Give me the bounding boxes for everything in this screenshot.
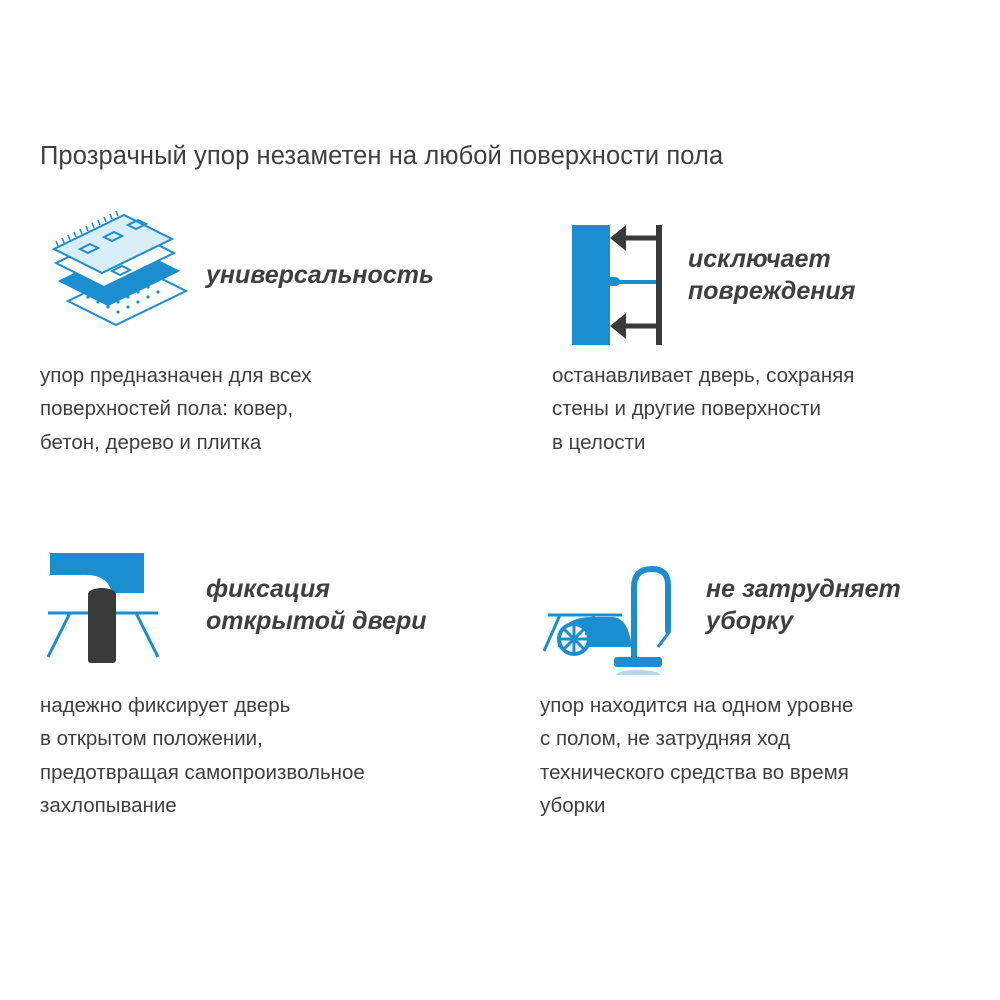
door-stopper-fix-icon xyxy=(40,535,200,675)
feature-title: исключает повреждения xyxy=(688,245,856,305)
feature-card-door-fixation xyxy=(40,535,510,823)
feature-title: фиксация открытой двери xyxy=(206,575,427,635)
feature-header xyxy=(40,535,510,675)
vacuum-cleaner-icon xyxy=(540,535,700,675)
feature-card-no-damage xyxy=(552,205,1000,459)
feature-description: надежно фиксирует дверь в открытом положении, предотвращая самопроизвольное захлопывание xyxy=(40,694,365,818)
feature-title: универсальность xyxy=(206,261,434,289)
feature-header xyxy=(40,205,510,345)
feature-card-universality xyxy=(40,205,510,459)
feature-header xyxy=(552,205,1000,345)
floor-layers-icon xyxy=(40,205,200,345)
page-title: Прозрачный упор незаметен на любой поверхности пола xyxy=(40,142,724,170)
feature-title: не затрудняет уборку xyxy=(706,575,901,635)
feature-header xyxy=(540,535,1000,675)
feature-card-easy-cleaning xyxy=(540,535,1000,823)
door-wall-arrows-icon xyxy=(552,205,682,345)
feature-description: останавливает дверь, сохраняя стены и другие поверхности в целости xyxy=(552,364,855,454)
feature-description: упор находится на одном уровне с полом, не затрудняя ход технического средства во время уборки xyxy=(540,694,854,818)
feature-description: упор предназначен для всех поверхностей пола: ковер, бетон, дерево и плитка xyxy=(40,364,312,454)
